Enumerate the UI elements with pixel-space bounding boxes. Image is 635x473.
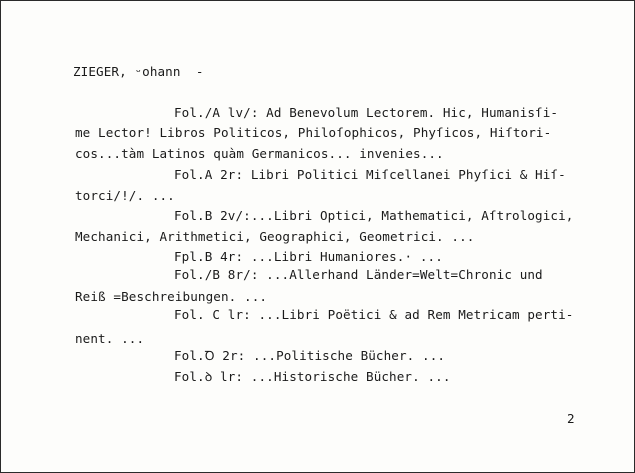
entry-line: me Lector! Libros Politicos, Philoſophicos, Phyſicos, Hiſtori- [75,125,552,140]
entry-line: Reiß =Beschreibungen. ... [75,289,268,304]
entry-line: Fol.B 2v/:...Libri Optici, Mathematici, Aſtrologici, [174,208,574,223]
entry-line: Fol./B 8r/: ...Allerhand Länder=Welt=Chronic und [174,267,543,282]
entry-line: Fol. C lr: ...Libri Poëtici & ad Rem Metricam perti- [174,307,574,322]
entry-line: nent. ... [75,331,145,346]
entry-line: Mechanici, Arithmetici, Geographici, Geometrici. ... [75,229,475,244]
entry-line: Fol.ꝺ lr: ...Historische Bücher. ... [174,369,451,384]
entry-line: cos...tàm Latinos quàm Germanicos... invenies... [75,146,444,161]
entry-line: Fol.Ꝺ 2r: ...Politische Bücher. ... [174,348,446,363]
entry-line: Fpl.B 4r: ...Libri Humaniores.· ... [174,249,443,264]
entry-line: Fol.A 2r: Libri Politici Miſcellanei Phyſici & Hiſ- [174,167,566,182]
page-number: 2 [567,411,575,426]
entry-line: Fol./A lv/: Ad Benevolum Lectorem. Hic, Humanisſi- [174,105,559,120]
author-heading: ZIEGER, ᵕohann - [73,64,204,79]
entry-line: torci/!/. ... [75,188,175,203]
